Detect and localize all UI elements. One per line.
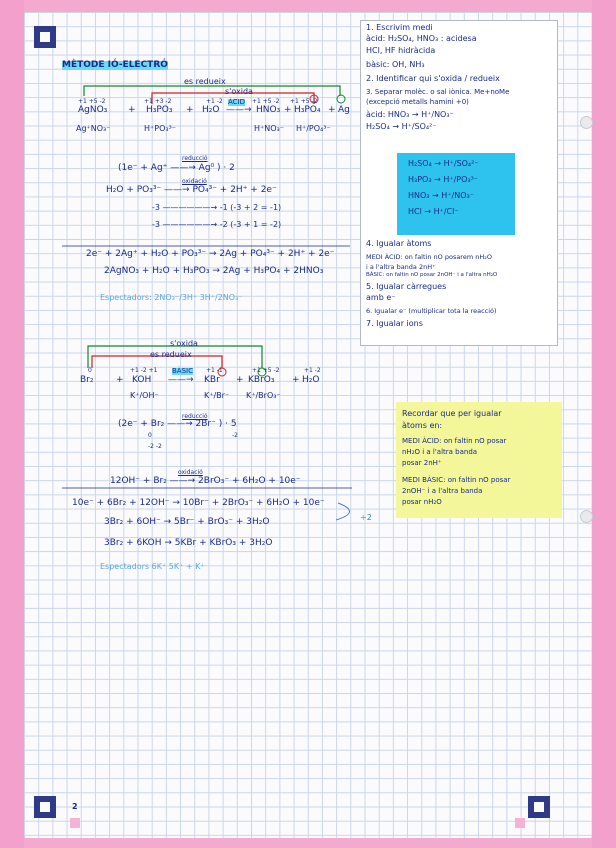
steps-list-1 <box>366 24 554 131</box>
step-line: H₂SO₄ → H⁺/SO₄²⁻ <box>366 122 437 132</box>
reaction-arrow: ——→ <box>168 375 194 385</box>
ions: Ag⁺NO₃⁻ <box>76 124 111 133</box>
plus-sign: + <box>284 105 292 115</box>
charge-balance: -3 ——————→ -1 (-3 + 2 = -1) <box>152 203 282 212</box>
page-number: 2 <box>72 802 78 811</box>
step-line: amb e⁻ <box>366 292 396 302</box>
plus-sign: + <box>328 105 336 115</box>
cyan-line: HNO₃ → H⁺/NO₃⁻ <box>408 191 474 200</box>
step-line: i a l'altra banda 2nH⁺ <box>366 262 436 271</box>
half-label: oxidació <box>178 469 203 476</box>
note-line: 2nOH⁻ i a l'altra banda <box>402 487 483 495</box>
label-es-redueix: es redueix <box>150 350 192 359</box>
ox-numbers: +1 +3 -2 <box>144 98 172 105</box>
half-label: reducció <box>182 155 208 162</box>
half-label: oxidació <box>182 178 207 185</box>
reactant: H₃PO₃ <box>146 105 173 115</box>
ox-numbers: +1 -2 +1 <box>130 367 158 374</box>
ions: K⁺/BrO₃⁻ <box>246 391 281 400</box>
ox-numbers: +1 +5 -2 <box>78 98 106 105</box>
final-equation: 2AgNO₃ + H₂O + H₃PO₃ → 2Ag + H₃PO₄ + 2HNO₃ <box>104 266 324 276</box>
product: KBrO₃ <box>248 375 275 385</box>
ox-numbers: 0 <box>88 367 92 374</box>
ions: H⁺PO₃³⁻ <box>144 124 176 133</box>
cyan-list <box>408 160 512 216</box>
reactant: KOH <box>132 375 152 385</box>
ox-numbers: +1 -1 <box>206 367 223 374</box>
step-line: àcid: H₂SO₄, HNO₃ : acidesa <box>366 34 477 44</box>
note-line: nH₂O i a l'altra banda <box>402 448 478 456</box>
reactant: Br₂ <box>80 375 94 385</box>
step-line: 3. Separar molèc. o sal iònica. Me+noMe <box>366 87 510 96</box>
step-line: àcid: HNO₃ → H⁺/NO₃⁻ <box>366 110 454 120</box>
label-es-redueix: es redueix <box>184 77 226 86</box>
cyan-line: HCl → H⁺/Cl⁻ <box>408 207 459 216</box>
reaction-arrow: ——→ <box>226 105 252 115</box>
note-line: Recordar que per igualar <box>402 409 502 418</box>
plus-sign: + <box>236 375 244 385</box>
half-reaction-oxidation: H₂O + PO₃³⁻ ——→ PO₄³⁻ + 2H⁺ + 2e⁻ <box>106 185 277 195</box>
product: H₂O <box>302 375 320 385</box>
spectators: Espectadors: 2NO₃⁻/3H⁺ 3H⁺/2NO₃⁻ <box>100 293 243 302</box>
ions: H⁺NO₃⁻ <box>254 124 284 133</box>
product: KBr <box>204 375 220 385</box>
charge-note: -2 -2 <box>148 443 162 450</box>
charge-note: -2 <box>232 432 238 439</box>
note-line: MEDI ÀCID: on faltin nO posar <box>402 437 507 445</box>
plus-sign: + <box>116 375 124 385</box>
step-line: BÀSIC: on faltin nO posar 2nOH⁻ i a l'altra nH₂O <box>366 272 498 278</box>
plus-sign: + <box>186 105 194 115</box>
ions: K⁺/Br⁻ <box>204 391 230 400</box>
product: HNO₃ <box>256 105 281 115</box>
product: H₃PO₄ <box>294 105 321 115</box>
yellow-note-text <box>402 410 560 506</box>
step-line: 7. Igualar ions <box>366 319 423 328</box>
medium-label: BÀSIC <box>172 367 193 375</box>
step-line: 2. Identificar qui s'oxida / redueix <box>366 73 500 83</box>
cyan-line: H₂SO₄ → H⁺/SO₄²⁻ <box>408 159 479 168</box>
plus-sign: + <box>292 375 300 385</box>
ions: K⁺/OH⁻ <box>130 391 159 400</box>
charge-balance: -3 ——————→ -2 (-3 + 1 = -2) <box>152 220 282 229</box>
note-line: posar nH₂O <box>402 498 442 506</box>
cyan-line: H₃PO₃ → H⁺/PO₃³⁻ <box>408 175 479 184</box>
step-line: 1. Escrivim medi <box>366 23 433 32</box>
steps-list-2 <box>366 240 554 328</box>
product: Ag <box>338 105 350 115</box>
step-line: (excepció metalls hamini +0) <box>366 98 469 107</box>
reactant: AgNO₃ <box>78 105 108 115</box>
ox-numbers: +1 +5 -2 <box>252 367 280 374</box>
charge-note: 0 <box>148 432 152 439</box>
ox-numbers: +1 +5 -2 <box>290 98 318 105</box>
note-line: àtoms en: <box>402 421 443 430</box>
ox-numbers: +1 -2 <box>304 367 321 374</box>
half-reaction-reduction: (1e⁻ + Ag⁺ ——→ Ag⁰ ) · 2 <box>118 163 235 173</box>
step-line: bàsic: OH, NH₃ <box>366 59 425 69</box>
spectators: Espectadors 6K⁺ 5K⁺ + K⁺ <box>100 562 205 571</box>
step-line: 6. Igualar e⁻ (multiplicar tota la reacció) <box>366 306 497 315</box>
ox-numbers: +1 +5 -2 <box>252 98 280 105</box>
sum-equation: 2e⁻ + 2Ag⁺ + H₂O + PO₃³⁻ → 2Ag + PO₄³⁻ + 2H⁺ + 2e⁻ <box>86 249 335 259</box>
label-soxida: s'oxida <box>225 87 253 96</box>
final-equation: 3Br₂ + 6KOH → 5KBr + KBrO₃ + 3H₂O <box>104 538 273 548</box>
medium-label: ÀCID <box>228 98 246 106</box>
note-line: MEDI BÀSIC: on faltin nO posar <box>402 476 511 484</box>
plus-sign: + <box>128 105 136 115</box>
step-line: 4. Igualar àtoms <box>366 239 432 248</box>
step-line: HCl, HF hidràcida <box>366 45 436 55</box>
half-reaction-reduction: (2e⁻ + Br₂ ——→ 2Br⁻ ) · 5 <box>118 419 237 429</box>
simplified-equation: 3Br₂ + 6OH⁻ → 5Br⁻ + BrO₃⁻ + 3H₂O <box>104 517 270 527</box>
step-line: 5. Igualar càrregues <box>366 281 447 291</box>
half-reaction-oxidation: 12OH⁻ + Br₂ ——→ 2BrO₃⁻ + 6H₂O + 10e⁻ <box>110 476 301 486</box>
ox-numbers: +1 -2 <box>206 98 223 105</box>
simplify-label: ÷2 <box>360 513 372 522</box>
ions: H⁺/PO₄³⁻ <box>296 124 331 133</box>
sum-equation: 10e⁻ + 6Br₂ + 12OH⁻ → 10Br⁻ + 2BrO₃⁻ + 6H₂O + 10e⁻ <box>72 498 325 508</box>
half-label: reducció <box>182 413 208 420</box>
label-soxida: s'oxida <box>170 339 198 348</box>
note-line: posar 2nH⁺ <box>402 459 442 467</box>
step-line: MEDI ÀCID: on faltin nO posarem nH₂O <box>366 253 492 261</box>
method-title: MÈTODE IÓ-ELECTRÓ <box>62 60 168 70</box>
reactant: H₂O <box>202 105 220 115</box>
